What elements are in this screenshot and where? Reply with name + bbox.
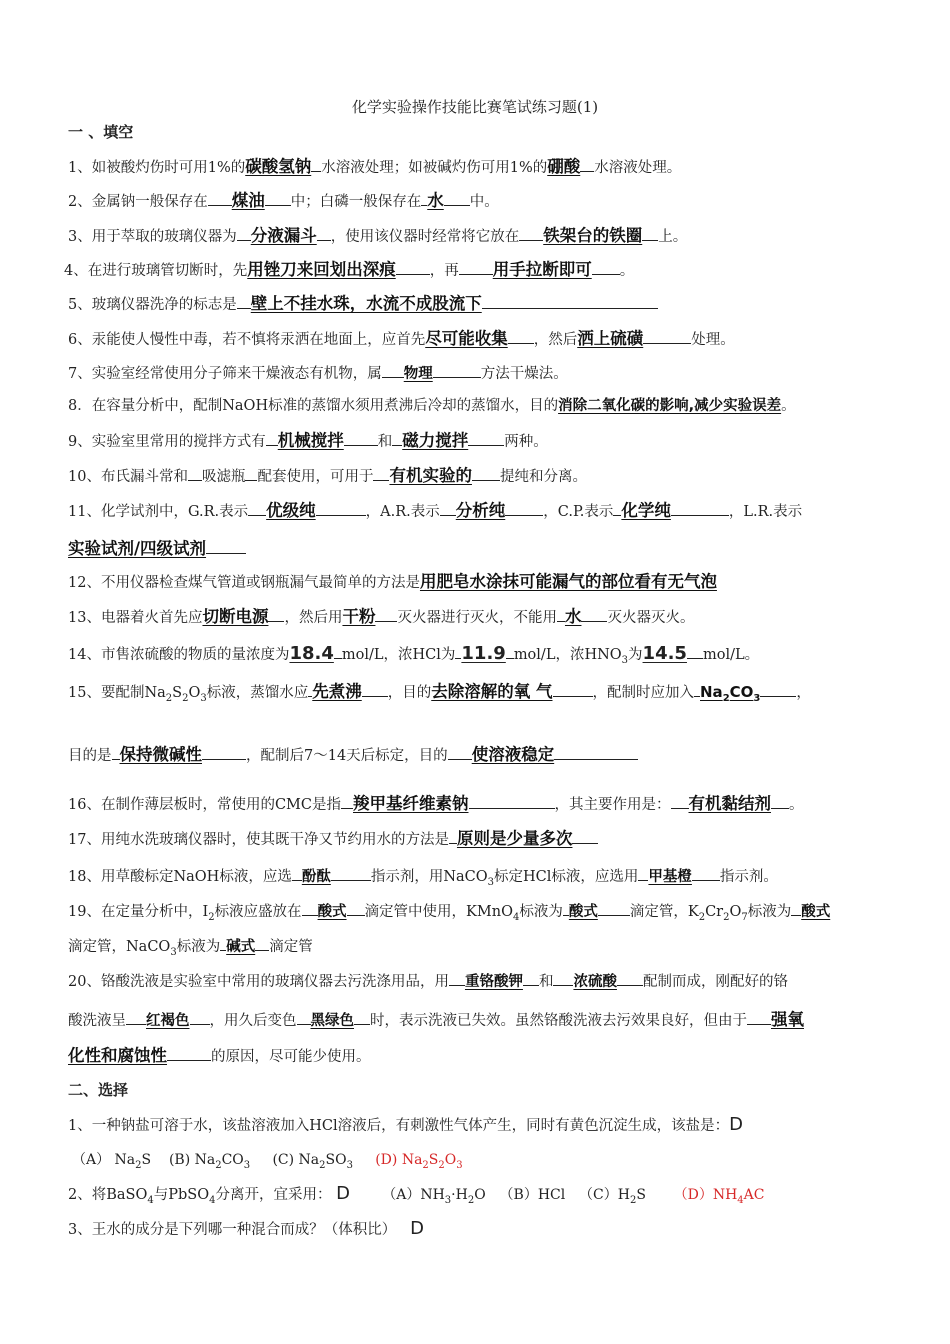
section-fill-in-heading: 一 、填空 bbox=[68, 123, 134, 141]
option-c: $(C)H_2S$ bbox=[579, 1187, 646, 1206]
choice-question-1-options bbox=[72, 1149, 890, 1177]
answer: 红褐色 bbox=[146, 1013, 190, 1029]
choice-question-3 bbox=[68, 1218, 890, 1241]
question-18: 18、用草酸标定NaOH标液，应选 酚酞 指示剂，用NaCO$_3$标定HCl标液，应选用 甲基橙 指示剂。 bbox=[68, 864, 890, 894]
question-text: mol/L，浓HCl为 bbox=[341, 647, 456, 663]
answer: D bbox=[729, 1114, 743, 1135]
answer: 使溶液稳定 bbox=[471, 745, 555, 764]
question-text: 2、金属钠一般保存在 bbox=[68, 194, 208, 210]
question-text: ，再 bbox=[429, 263, 459, 279]
answer: 煤油 bbox=[231, 191, 265, 210]
answer: 碱式 bbox=[226, 939, 256, 955]
question-text: 酸洗液呈 bbox=[68, 1013, 126, 1029]
answer: 有机实验的 bbox=[389, 466, 472, 485]
answer: 14.5 bbox=[642, 643, 687, 664]
section-choice-heading: 二、选择 bbox=[68, 1081, 129, 1099]
question-text: 配套使用，可用于 bbox=[257, 469, 374, 485]
answer: 尽可能收集 bbox=[425, 329, 508, 348]
answer: 分析纯 bbox=[455, 501, 506, 520]
answer: 用手拉断即可 bbox=[492, 260, 592, 279]
answer: 硼酸 bbox=[547, 157, 581, 176]
answer: 11.9 bbox=[461, 643, 506, 664]
question-text: ，然后用 bbox=[284, 610, 343, 626]
option-c: (C) $Na_2SO_3$ bbox=[272, 1152, 353, 1171]
answer: 18.4 bbox=[289, 643, 334, 664]
answer: 消除二氧化碳的影响,减少实验误差 bbox=[558, 398, 782, 414]
question-text: 14、市售浓硫酸的物质的量浓度为 bbox=[68, 647, 290, 663]
answer: 重铬酸钾 bbox=[464, 974, 523, 990]
question-text: 的原因，尽可能少使用。 bbox=[211, 1049, 371, 1065]
answer: 水 bbox=[427, 191, 444, 210]
question-text: 滴定管中使用，KMnO bbox=[364, 904, 513, 920]
question-text: 与PbSO bbox=[153, 1187, 210, 1203]
answer: 碳酸氢钠 bbox=[245, 157, 312, 176]
answer: 先煮沸 bbox=[312, 682, 362, 701]
question-text: 两种。 bbox=[504, 434, 548, 450]
question-text: 标液为 bbox=[176, 939, 221, 955]
answer: 原则是少量多次 bbox=[456, 829, 573, 848]
question-text: 方法干燥法。 bbox=[480, 366, 568, 382]
question-20-continued-1 bbox=[68, 1008, 890, 1032]
question-text: 18、用草酸标定NaOH标液，应选 bbox=[68, 869, 292, 885]
question-text: 。 bbox=[619, 263, 635, 279]
question-text: 时，表示洗液已失效。虽然铬酸洗液去污效果良好，但由于 bbox=[370, 1013, 747, 1029]
question-9 bbox=[68, 429, 890, 453]
answer: 酚酞 bbox=[301, 869, 331, 885]
choice-question-1 bbox=[68, 1114, 890, 1137]
question-text: 3、用于萃取的玻璃仪器为 bbox=[68, 229, 237, 245]
question-16 bbox=[68, 792, 890, 816]
answer: D bbox=[336, 1183, 350, 1204]
question-text: 上。 bbox=[658, 229, 688, 245]
answer: 酸式 bbox=[317, 904, 347, 920]
answer: 酸式 bbox=[801, 904, 831, 920]
question-text: 16、在制作薄层板时，常使用的CMC是指 bbox=[68, 797, 341, 813]
question-20-continued-2 bbox=[68, 1044, 890, 1068]
question-15: 15、要配制$Na_2S_2O_3$标液，蒸馏水应 先煮沸 ，目的去除溶解的氧 气 ，配制时应加入 $Na_2CO_3$ ， bbox=[68, 682, 811, 704]
answer: 洒上硫磺 bbox=[577, 329, 644, 348]
question-text: 标液为 bbox=[519, 904, 563, 920]
question-text: 3、王水的成分是下列哪一种混合而成？（体积比） bbox=[68, 1222, 397, 1238]
question-text: ，然后 bbox=[533, 332, 578, 348]
answer: 磁力搅拌 bbox=[402, 431, 469, 450]
answer: 羧甲基纤维素钠 bbox=[353, 794, 469, 813]
answer: 酸式 bbox=[568, 904, 598, 920]
option-a: （A） $Na_2S$ bbox=[72, 1152, 152, 1171]
question-text: 水溶液处理。 bbox=[594, 160, 682, 176]
question-text: 15、要配制Na bbox=[68, 685, 166, 701]
answer: 切断电源 bbox=[202, 607, 269, 626]
question-text: 1、如被酸灼伤时可用1%的 bbox=[68, 160, 246, 176]
question-text: 19、在定量分析中，I bbox=[68, 904, 209, 920]
answer: 壁上不挂水珠，水流不成股流下 bbox=[250, 294, 482, 313]
answer: 强氧 bbox=[771, 1010, 804, 1029]
answer: $Na_2CO_3$ bbox=[700, 683, 761, 704]
question-text: ，配制时应加入 bbox=[592, 685, 694, 701]
question-text: 分离开，宜采用： bbox=[215, 1187, 332, 1203]
question-10 bbox=[68, 464, 890, 488]
answer: 有机黏结剂 bbox=[688, 794, 771, 813]
answer: 浓硫酸 bbox=[573, 974, 617, 990]
answer: 物理 bbox=[403, 366, 433, 382]
question-text: 标液为 bbox=[747, 904, 792, 920]
question-text: 标液应盛放在 bbox=[214, 904, 302, 920]
question-1 bbox=[68, 155, 890, 179]
question-text: 中；白磷一般保存在 bbox=[290, 194, 422, 210]
question-text: ，用久后变色 bbox=[209, 1013, 297, 1029]
question-3 bbox=[68, 224, 890, 248]
question-text: 指示剂。 bbox=[719, 869, 778, 885]
question-text: 。 bbox=[789, 797, 804, 813]
question-text: 中。 bbox=[469, 194, 499, 210]
answer: 吸滤瓶 bbox=[201, 469, 246, 485]
answer: 水 bbox=[564, 607, 582, 626]
question-text: 水溶液处理；如被碱灼伤可用1%的 bbox=[321, 160, 548, 176]
option-a: $(A)NH_3\cdot H_2O$ bbox=[382, 1187, 486, 1206]
question-text: 配制而成，刚配好的铬 bbox=[642, 974, 788, 990]
answer: 甲基橙 bbox=[648, 869, 692, 885]
answer: 机械搅拌 bbox=[277, 431, 344, 450]
question-11-continued bbox=[68, 537, 890, 561]
question-2 bbox=[68, 189, 890, 213]
question-text: ，使用该仪器时经常将它放在 bbox=[330, 229, 520, 245]
question-text: 处理。 bbox=[691, 332, 735, 348]
question-text: 标液，蒸馏水应 bbox=[206, 685, 309, 701]
question-text: ， bbox=[796, 685, 811, 701]
question-text: 和 bbox=[538, 974, 554, 990]
option-b: (B) $Na_2CO_3$ bbox=[168, 1152, 251, 1171]
question-text: 目的是 bbox=[68, 748, 112, 764]
answer: 去除溶解的氧 气 bbox=[431, 682, 553, 701]
question-text: 指示剂，用NaCO bbox=[370, 869, 488, 885]
answer: 铁架台的铁圈 bbox=[543, 226, 643, 245]
question-text: ，配制后7～14天后标定，目的 bbox=[246, 748, 448, 764]
question-text: mol/L。 bbox=[702, 647, 760, 663]
question-text: 7、实验室经常使用分子筛来干燥液态有机物，属 bbox=[68, 366, 382, 382]
answer: 黑绿色 bbox=[310, 1013, 354, 1029]
question-text: ，其主要作用是： bbox=[554, 797, 671, 813]
question-text: 。 bbox=[781, 398, 796, 414]
question-text: ，C.P.表示 bbox=[543, 504, 614, 520]
question-text: ，L.R.表示 bbox=[728, 504, 803, 520]
question-text: 4、在进行玻璃管切断时，先 bbox=[64, 263, 248, 279]
option-d: (D) $Na_2S_2O_3$ bbox=[375, 1152, 463, 1171]
question-text: 12、不用仪器检查煤气管道或钢瓶漏气最简单的方法是 bbox=[68, 575, 420, 591]
question-text: mol/L，浓HNO bbox=[513, 647, 622, 663]
question-19-continued: 滴定管，NaCO$_3$标液为 碱式 滴定管 bbox=[68, 934, 890, 964]
answer: 保持微碱性 bbox=[119, 745, 202, 764]
answer: 实验试剂/四级试剂 bbox=[68, 539, 207, 558]
question-11 bbox=[68, 499, 890, 523]
question-text: 灭火器进行灭火，不能用 bbox=[397, 610, 557, 626]
question-text: 10、布氏漏斗常和 bbox=[68, 469, 188, 485]
question-13 bbox=[68, 605, 890, 629]
question-8 bbox=[68, 395, 890, 417]
question-15-continued bbox=[68, 743, 890, 767]
answer: 干粉 bbox=[342, 607, 376, 626]
answer: 用锉刀来回划出深痕 bbox=[247, 260, 396, 279]
question-text: 9、实验室里常用的搅拌方式有 bbox=[68, 434, 266, 450]
question-text: 20、铬酸洗液是实验室中常用的玻璃仪器去污洗涤用品，用 bbox=[68, 974, 449, 990]
question-19: 19、在定量分析中，$I_2$标液应盛放在 酸式 滴定管中使用，KMnO$_4$标液为 酸式 滴定管，$K_2Cr_2O_7$标液为 酸式 bbox=[68, 899, 890, 929]
choice-question-2: 2、将BaSO$_4$与PbSO$_4$分离开，宜采用： D $(A)NH_3\cdot H_2O$ （B）HCl $(C)H_2S$ $(D)NH_4AC$ bbox=[68, 1183, 765, 1206]
option-b: （B）HCl bbox=[499, 1187, 566, 1203]
question-text: 标定HCl标液，应选用 bbox=[494, 869, 639, 885]
question-14: 14、市售浓硫酸的物质的量浓度为18.4 mol/L，浓HCl为 11.9 mol/L，浓$HNO_3$为14.5 mol/L。 bbox=[68, 643, 760, 666]
question-text: 为 bbox=[628, 647, 643, 663]
question-text: 5、玻璃仪器洗净的标志是 bbox=[68, 297, 237, 313]
question-text: ，A.R.表示 bbox=[365, 504, 440, 520]
question-text: 1、一种钠盐可溶于水，该盐溶液加入HCl溶液后，有刺激性气体产生，同时有黄色沉淀生成，该盐是： bbox=[68, 1118, 730, 1134]
question-text: 灭火器灭火。 bbox=[607, 610, 695, 626]
question-text: 8．在容量分析中，配制NaOH标准的蒸馏水须用煮沸后冷却的蒸馏水，目的 bbox=[68, 398, 559, 414]
question-text: 11、化学试剂中，G.R.表示 bbox=[68, 504, 249, 520]
question-text: 13、电器着火首先应 bbox=[68, 610, 203, 626]
question-text: 和 bbox=[377, 434, 393, 450]
answer: D bbox=[410, 1218, 424, 1239]
page-title: 化学实验操作技能比赛笔试练习题(1) bbox=[351, 98, 599, 116]
question-text: 滴定管，K bbox=[629, 904, 699, 920]
question-12 bbox=[68, 571, 890, 594]
question-5 bbox=[68, 292, 890, 316]
answer: 优级纯 bbox=[266, 501, 316, 520]
question-text: ，目的 bbox=[387, 685, 432, 701]
question-text: 2、将BaSO bbox=[68, 1187, 148, 1203]
question-20 bbox=[68, 969, 890, 993]
question-7 bbox=[68, 361, 890, 385]
question-text: 提纯和分离。 bbox=[499, 469, 587, 485]
answer: 分液漏斗 bbox=[250, 226, 317, 245]
question-6 bbox=[68, 327, 890, 351]
answer: 化学纯 bbox=[621, 501, 671, 520]
question-text: 滴定管 bbox=[269, 939, 313, 955]
question-text: 滴定管，NaCO bbox=[68, 939, 171, 955]
question-17 bbox=[68, 827, 890, 851]
question-text: 17、用纯水洗玻璃仪器时，使其既干净又节约用水的方法是 bbox=[68, 832, 449, 848]
question-4 bbox=[64, 258, 890, 282]
question-text: 6、汞能使人慢性中毒，若不慎将汞洒在地面上，应首先 bbox=[68, 332, 426, 348]
answer: 用肥皂水涂抹可能漏气的部位看有无气泡 bbox=[419, 572, 717, 591]
option-d: $(D)NH_4AC$ bbox=[673, 1187, 765, 1206]
answer: 化性和腐蚀性 bbox=[68, 1046, 167, 1065]
